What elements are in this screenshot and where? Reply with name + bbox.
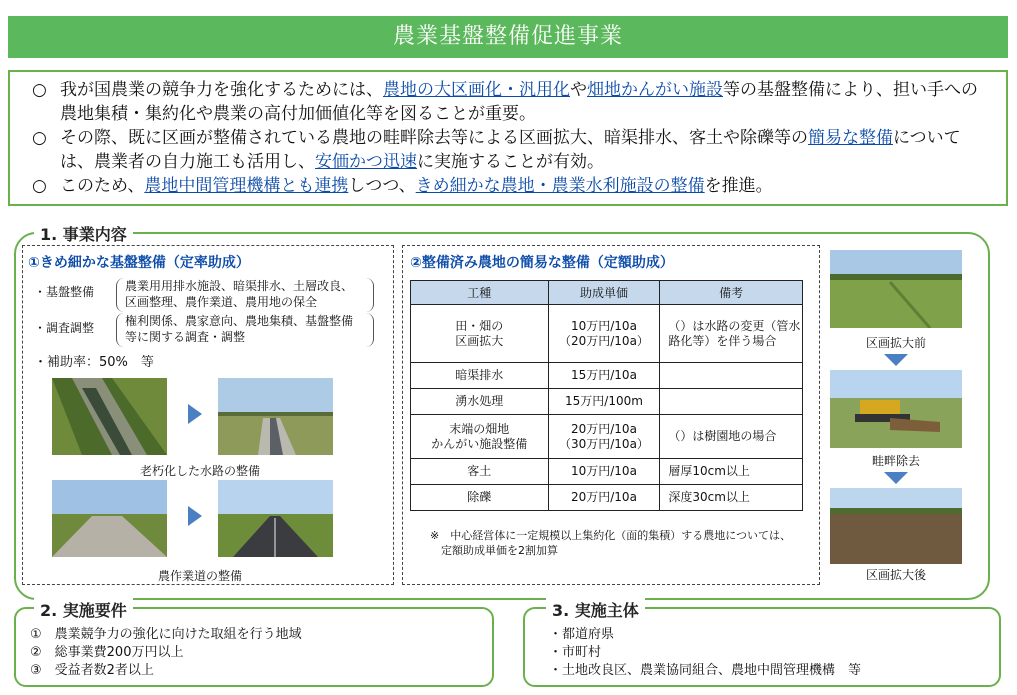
left-subbox-title: ①きめ細かな基盤整備（定率助成） (28, 255, 250, 271)
caption-road: 農作業道の整備 (157, 569, 242, 583)
table-row (411, 485, 803, 511)
highlighted-phrase: 農地中間管理機構とも連携 (144, 176, 349, 196)
subsidy-table (410, 280, 803, 511)
circle-bullet-icon: ○ (32, 128, 47, 148)
photo-road-after (218, 480, 333, 557)
table-cell-note: （）は水路の変更（管水路化等）を伴う場合 (660, 305, 803, 363)
table-row (411, 389, 803, 415)
table-cell-type: 除礫 (411, 485, 549, 511)
item-detail-chousa: 権利関係、農家意向、農地集積、基盤整備等に関する調査・調整 (116, 313, 374, 347)
photo-before-expansion (830, 250, 962, 328)
table-header: 助成単価 (548, 281, 660, 305)
table-cell-type: 客土 (411, 459, 549, 485)
table-cell-note (660, 363, 803, 389)
circle-bullet-icon: ○ (32, 80, 47, 100)
summary-text: その際、既に区画が整備されている農地の畦畔除去等による区画拡大、暗渠排水、客土や除礫等の (60, 128, 808, 148)
table-cell-price: 20万円/10a (548, 485, 660, 511)
caption-after: 区画拡大後 (865, 568, 926, 582)
arrow-right-icon (188, 506, 202, 526)
highlighted-phrase: 農地の大区画化・汎用化 (383, 80, 570, 100)
table-row (411, 415, 803, 459)
summary-paragraph (32, 174, 992, 198)
arrow-down-icon (884, 472, 908, 484)
table-cell-price: 10万円/10a (548, 459, 660, 485)
table-header: 工種 (411, 281, 549, 305)
circle-bullet-icon: ○ (32, 176, 47, 196)
right-subbox-title: ②整備済み農地の簡易な整備（定額助成） (410, 255, 674, 271)
footnote: ※ 中心経営体に一定規模以上集約化（面的集積）する農地については、 定額助成単価を2割加算 (430, 529, 791, 557)
section3-title: 3. 実施主体 (546, 598, 645, 621)
table-cell-type: 田・畑の 区画拡大 (411, 305, 549, 363)
summary-text: を推進。 (704, 176, 773, 196)
page-title: 農業基盤整備促進事業 (8, 16, 1008, 58)
highlighted-phrase: きめ細かな農地・農業水利施設の整備 (415, 176, 705, 196)
table-row (411, 459, 803, 485)
photo-waterway-before (52, 378, 167, 455)
arrow-right-icon (188, 404, 202, 424)
implementer-list (549, 626, 861, 680)
table-cell-note: 深度30cm以上 (660, 485, 803, 511)
summary-text: に実施することが有効。 (417, 152, 604, 172)
summary-paragraph (32, 78, 992, 126)
summary-box (8, 70, 1008, 206)
table-cell-type: 末端の畑地 かんがい施設整備 (411, 415, 549, 459)
photo-levee-removal (830, 370, 962, 448)
photo-road-before (52, 480, 167, 557)
highlighted-phrase: 安価かつ迅速 (315, 152, 417, 172)
summary-text: 我が国農業の競争力を強化するためには、 (60, 80, 383, 100)
table-cell-type: 暗渠排水 (411, 363, 549, 389)
section2-title: 2. 実施要件 (34, 598, 133, 621)
highlighted-phrase: 畑地かんがい施設 (587, 80, 723, 100)
caption-waterway: 老朽化した水路の整備 (139, 464, 260, 478)
item-detail-kiban: 農業用用排水施設、暗渠排水、土層改良、区画整理、農作業道、農用地の保全 (116, 278, 374, 312)
list-item: ① 農業競争力の強化に向けた取組を行う地域 (30, 627, 302, 642)
table-cell-price: 20万円/10a （30万円/10a） (548, 415, 660, 459)
table-cell-price: 15万円/10a (548, 363, 660, 389)
list-item: ・市町村 (549, 645, 602, 660)
list-item: ③ 受益者数2者以上 (30, 663, 154, 678)
summary-text: については、農業者の自力施工も活用し、 (60, 128, 961, 172)
table-cell-type: 湧水処理 (411, 389, 549, 415)
table-cell-note (660, 389, 803, 415)
highlighted-phrase: 簡易な整備 (808, 128, 893, 148)
table-cell-note: （）は樹園地の場合 (660, 415, 803, 459)
table-row (411, 305, 803, 363)
requirements-list (30, 626, 302, 680)
arrow-down-icon (884, 354, 908, 366)
table-cell-price: 10万円/10a （20万円/10a） (548, 305, 660, 363)
table-cell-note: 層厚10cm以上 (660, 459, 803, 485)
list-item: ・土地改良区、農業協同組合、農地中間管理機構 等 (549, 663, 862, 678)
list-item: ② 総事業費200万円以上 (30, 645, 184, 660)
photo-waterway-after (218, 378, 333, 455)
item-label-kiban: ・基盤整備 (34, 285, 95, 299)
summary-text: 等の基盤整備により、担い手への農地集積・集約化や農業の高付加価値化等を図ることが重要。 (60, 80, 978, 124)
table-header: 備考 (660, 281, 803, 305)
item-label-chousa: ・調査調整 (34, 321, 95, 335)
photo-after-expansion (830, 488, 962, 564)
caption-before: 区画拡大前 (865, 336, 926, 350)
caption-levee: 畦畔除去 (871, 454, 920, 468)
section1-title: 1. 事業内容 (34, 222, 133, 245)
list-item: ・都道府県 (549, 627, 615, 642)
table-cell-price: 15万円/100m (548, 389, 660, 415)
summary-text: このため、 (60, 176, 145, 196)
subsidy-rate: ・補助率：50% 等 (34, 355, 154, 370)
summary-paragraph (32, 126, 992, 174)
table-row (411, 363, 803, 389)
summary-text: しつつ、 (348, 176, 416, 196)
summary-text: や (570, 80, 587, 100)
